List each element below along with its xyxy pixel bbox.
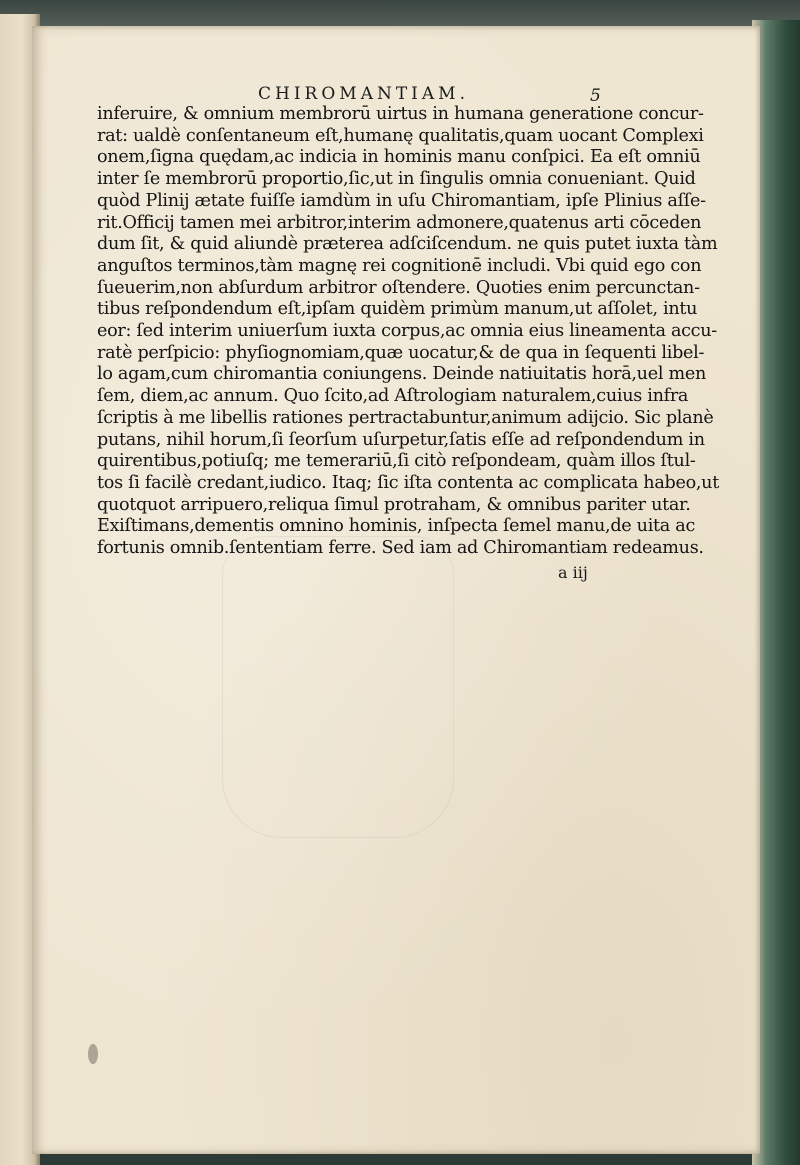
text-line: putans, nihil horum,ſi ſeorſum uſurpetur,ſatis eſſe ad reſpondendum in [97,429,705,450]
text-line: ſueuerim,non abſurdum arbitror oſtendere. Quoties enim percunctan‑ [97,277,700,298]
show-through-figure [222,536,454,838]
text-line: quirentibus,potiuſq; me temerariū,ſi citò reſpondeam, quàm illos ſtul‑ [97,451,696,472]
text-line: fortunis omnib.ſententiam ferre. Sed iam ad Chiromantiam redeamus. [97,538,704,559]
text-line: tibus reſpondendum eſt,ipſam quidèm primùm manum,ut aſſolet, intu [97,299,698,320]
text-line: tos ſi facilè credant,iudico. Itaq; ſic iſta contenta ac complicata habeo,ut [97,472,719,493]
text-line: onem,ſigna quędam,ac indicia in hominis manu conſpici. Ea eſt omniū [97,147,701,168]
text-line: lo agam,cum chiromantia coniungens. Deinde natiuitatis horā,uel men [97,364,706,385]
text-line: quotquot arripuero,reliqua ſimul protraham, & omnibus pariter utar. [97,494,691,515]
text-line: ſcriptis à me libellis rationes pertractabuntur,animum adijcio. Sic planè [97,407,714,428]
text-line: anguſtos terminos,tàm magnę rei cognitionē includi. Vbi quid ego con [97,255,702,276]
binding-top-edge [0,0,800,28]
text-line: inter ſe membrorū proportio,ſic,ut in ſingulis omnia conueniant. Quid [97,169,696,190]
text-line: ſem, diem,ac annum. Quo ſcito,ad Aſtrologiam naturalem,cuius infra [97,386,689,407]
text-line: dum ſit, & quid aliundè præterea adſciſcendum. ne quis putet iuxta tàm [97,234,718,255]
text-line: rat: ualdè conſentaneum eſt,humanę qualitatis,quam uocant Complexi [97,125,704,146]
page-stain [88,1044,98,1064]
text-line: Exiſtimans,dementis omnino hominis, inſpecta ſemel manu,de uita ac [97,516,696,537]
page-number: 5 [590,86,601,106]
text-line: eor: ſed interim uniuerſum iuxta corpus,ac omnia eius lineamenta accu‑ [97,321,717,342]
text-line: inferuire, & omnium membrorū uirtus in humana generatione concur‑ [97,104,704,124]
text-line: quòd Plinij ætate fuiſſe iamdùm in uſu Chiromantiam, ipſe Plinius aſſe‑ [97,190,706,211]
text-line: ratè perſpicio: phyſiognomiam,quæ uocatur,& de qua in ſequenti libel‑ [97,342,705,363]
running-head: CHIROMANTIAM. [258,84,469,104]
text-line: rit.Officij tamen mei arbitror,interim admonere,quatenus arti cōceden [97,212,702,233]
body-text [97,104,719,560]
signature-mark: a iij [558,563,588,582]
